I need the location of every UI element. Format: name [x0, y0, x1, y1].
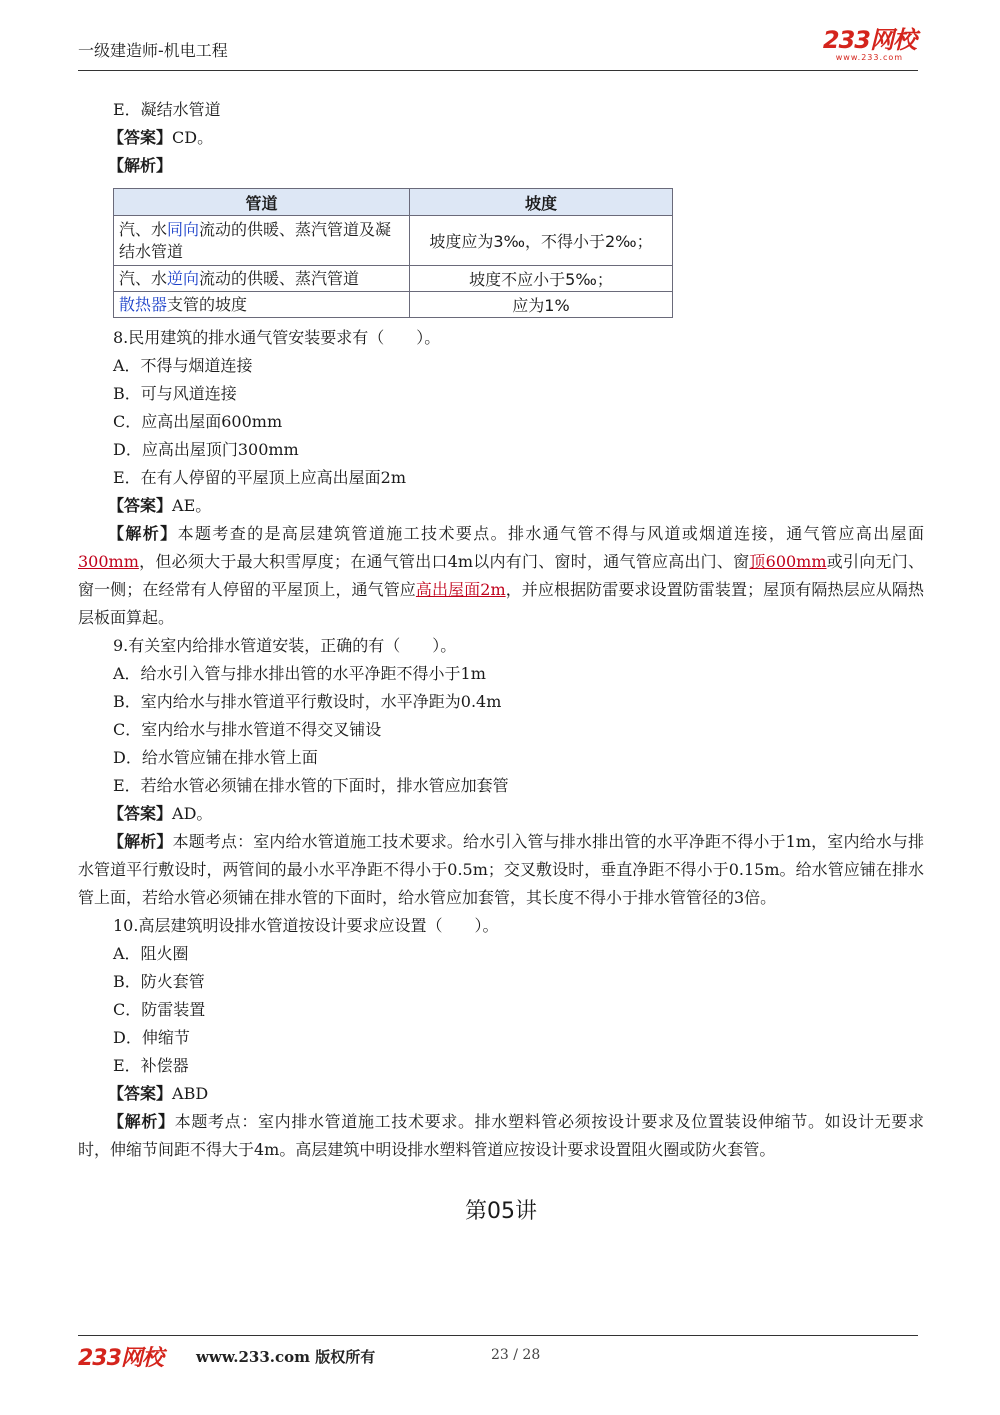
q8-analysis — [78, 520, 924, 632]
table-row — [114, 292, 673, 318]
q9-analysis — [78, 828, 924, 912]
analysis-label: 【解析】 — [108, 524, 178, 543]
answer-label: 【答案】 — [108, 496, 173, 515]
q8-option-c: C．应高出屋面600mm — [113, 412, 283, 431]
footer-logo[interactable]: 233网校 — [78, 1346, 163, 1371]
q8-option-d: D．应高出屋顶门300mm — [113, 440, 299, 459]
table-cell-slope: 坡度不应小于5‰； — [410, 266, 673, 292]
analysis-text: 或引向无门、窗一侧；在经常有人停留的平屋顶上，通气管应 — [78, 552, 924, 599]
analysis-text: ，并应根据防雷要求设置防雷装置；屋顶有隔热层应从隔热层板面算起。 — [78, 580, 924, 627]
q8-answer — [78, 492, 924, 520]
cell-text: 流动的供暖、蒸汽管道 — [199, 268, 360, 288]
question-10-stem: 10.高层建筑明设排水管道按设计要求应设置（ ）。 — [113, 916, 499, 935]
brand-logo[interactable] — [823, 28, 916, 62]
question-9-stem: 9.有关室内给排水管道安装，正确的有（ ）。 — [113, 636, 457, 655]
analysis-text: 本题考点：室内给水管道施工技术要求。给水引入管与排水排出管的水平净距不得小于1m，室内给水与排水管道平行敷设时，两管间的最小水平净距不得小于0.5m；交叉敷设时，垂直净距不得小于0.15m。给水管应铺在排水管上面，若给水管必须铺在排水管的下面时，给水管应加套管，其长度不得小于排水管管径的3倍。 — [78, 832, 924, 907]
q10-analysis — [78, 1108, 924, 1164]
highlight-600mm: 顶600mm — [749, 552, 827, 571]
cell-text: 汽、水 — [119, 268, 168, 288]
answer-value: AE。 — [172, 496, 212, 515]
answer-label: 【答案】 — [108, 128, 173, 147]
answer-label: 【答案】 — [108, 804, 173, 823]
answer-label: 【答案】 — [108, 1084, 173, 1103]
q8-option-e: E．在有人停留的平屋顶上应高出屋面2m — [113, 468, 407, 487]
question-8-stem: 8.民用建筑的排水通气管安装要求有（ ）。 — [113, 328, 441, 347]
q10-option-d: D．伸缩节 — [113, 1028, 190, 1047]
table-row — [114, 216, 673, 266]
table-row — [114, 266, 673, 292]
table-header-pipe: 管道 — [114, 189, 410, 216]
q9-option-d: D．给水管应铺在排水管上面 — [113, 748, 318, 767]
q10-option-c: C．防雷装置 — [113, 1000, 206, 1019]
highlight-300mm: 300mm — [78, 552, 139, 571]
q10-answer — [78, 1080, 924, 1108]
cell-highlight: 同向 — [167, 219, 200, 239]
cell-highlight: 逆向 — [167, 268, 200, 288]
cell-text: 汽、水 — [119, 219, 168, 239]
header-divider — [78, 70, 918, 71]
table-cell-slope: 应为1% — [410, 292, 673, 318]
q9-option-e: E．若给水管必须铺在排水管的下面时，排水管应加套管 — [113, 776, 509, 795]
q9-option-c: C．室内给水与排水管道不得交叉铺设 — [113, 720, 382, 739]
analysis-text: 本题考查的是高层建筑管道施工技术要点。排水通气管不得与风道或烟道连接，通气管应高出屋面 — [177, 524, 924, 543]
answer-value: ABD — [172, 1084, 209, 1103]
q10-option-e: E．补偿器 — [113, 1056, 189, 1075]
cell-text: 支管的坡度 — [167, 294, 248, 314]
q9-option-b: B．室内给水与排水管道平行敷设时，水平净距为0.4m — [113, 692, 502, 711]
analysis-label-text: 【解析】 — [108, 156, 173, 175]
header-title: 一级建造师-机电工程 — [78, 41, 228, 60]
q8-option-a: A．不得与烟道连接 — [113, 356, 253, 375]
analysis-text: ，但必须大于最大积雪厚度；在通气管出口4m以内有门、窗时，通气管应高出门、窗 — [138, 552, 750, 571]
logo-text: 233网校 — [822, 26, 916, 54]
analysis-label: 【解析】 — [108, 1112, 175, 1131]
option-e: E．凝结水管道 — [113, 100, 221, 119]
table-cell-pipe — [114, 266, 410, 292]
table-cell-pipe — [114, 216, 410, 266]
table-header-row — [114, 189, 673, 216]
q10-option-b: B．防火套管 — [113, 972, 205, 991]
q8-option-b: B．可与风道连接 — [113, 384, 237, 403]
answer-line — [78, 124, 924, 152]
cell-highlight: 散热器 — [119, 294, 168, 314]
cell-text: 流动的供暖、蒸汽管道及凝结水管道 — [119, 219, 392, 261]
q9-option-a: A．给水引入管与排水排出管的水平净距不得小于1m — [113, 664, 486, 683]
q10-option-a: A．阻火圈 — [113, 944, 189, 963]
footer-divider — [78, 1335, 918, 1336]
footer-copyright: www.233.com 版权所有 — [196, 1348, 376, 1366]
answer-value: CD。 — [172, 128, 214, 147]
page-number: 23 / 28 — [491, 1347, 541, 1363]
table-header-slope: 坡度 — [410, 189, 673, 216]
table-cell-pipe — [114, 292, 410, 318]
analysis-text: 本题考点：室内排水管道施工技术要求。排水塑料管必须按设计要求及位置装设伸缩节。如设计无要求时，伸缩节间距不得大于4m。高层建筑中明设排水塑料管道应按设计要求设置阻火圈或防火套管。 — [78, 1112, 924, 1159]
lecture-title: 第05讲 — [465, 1199, 537, 1224]
q9-answer — [78, 800, 924, 828]
table-cell-slope: 坡度应为3‰，不得小于2‰； — [410, 216, 673, 266]
page-content — [78, 96, 924, 1225]
answer-value: AD。 — [172, 804, 213, 823]
analysis-label — [78, 152, 924, 180]
highlight-2m: 高出屋面2m — [415, 580, 506, 599]
logo-url: www.233.com — [835, 53, 904, 62]
slope-table — [113, 188, 673, 318]
analysis-label: 【解析】 — [108, 832, 173, 851]
